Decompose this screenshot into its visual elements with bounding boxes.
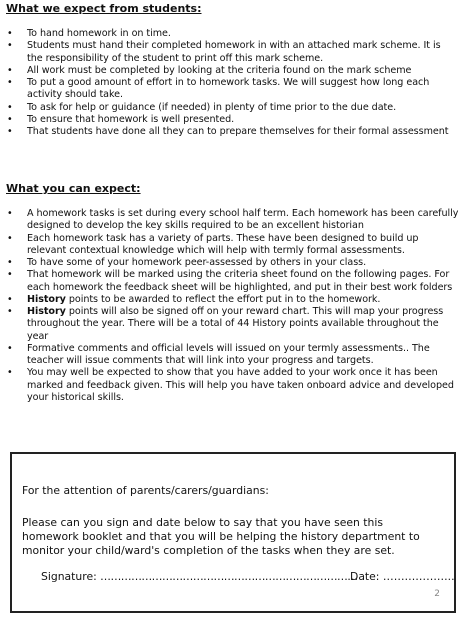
request-text: Please can you sign and date below to say that you have seen this homework booklet and that you will be helping the history department to monitor your child/ward's completion of the tasks when they are set. <box>22 516 420 557</box>
list-item-text: To put a good amount of effort in to homework tasks. We will suggest how long each activity should take. <box>27 77 430 101</box>
list-item-text: To ensure that homework is well presented. <box>27 113 235 125</box>
signature-dots: ………………………………………………………………… <box>100 570 358 583</box>
bullet-icon: • <box>7 126 13 137</box>
expect-heading: What you can expect: <box>6 182 141 195</box>
list-item <box>0 126 459 138</box>
bullet-icon: • <box>7 113 13 125</box>
list-item <box>0 233 459 258</box>
list-item-text: To have some of your homework peer-assessed by others in your class. <box>27 257 367 268</box>
students-expectations-list <box>0 28 459 138</box>
list-item-text: That homework will be marked using the criteria sheet found on the following pages. For each homework the feedback sheet will be highlighted, and put in their best work folders <box>27 269 453 293</box>
bullet-icon: • <box>7 269 13 281</box>
bullet-icon: • <box>7 101 13 113</box>
list-item <box>0 269 459 294</box>
list-item <box>0 102 459 114</box>
students-heading: What we expect from students: <box>6 2 202 15</box>
list-item <box>0 343 459 368</box>
bullet-icon: • <box>7 232 13 244</box>
bullet-icon: • <box>7 367 13 379</box>
list-item-text: Each homework task has a variety of parts. These have been designed to build up relevant contextual knowledge which will help with termly formal assessments. <box>27 232 419 256</box>
attention-text: For the attention of parents/carers/guardians: <box>22 484 269 497</box>
bullet-icon: • <box>7 40 13 52</box>
list-item-text: points will also be signed off on your reward chart. This will map your progress throughout the year. There will be a total of 44 History points available throughout the year <box>27 306 444 342</box>
list-item <box>0 40 459 65</box>
bullet-icon: • <box>7 64 13 76</box>
list-item-text: To ask for help or guidance (if needed) in plenty of time prior to the due date. <box>27 101 397 113</box>
page-number: 2 <box>434 589 440 599</box>
parents-signature-box <box>10 452 456 613</box>
bullet-icon: • <box>7 208 13 219</box>
bullet-icon: • <box>7 342 13 354</box>
list-item <box>0 77 459 102</box>
list-item <box>0 257 459 269</box>
list-item <box>0 65 459 77</box>
list-item <box>0 208 459 233</box>
list-item <box>0 367 459 404</box>
list-item-text: To hand homework in on time. <box>27 28 171 39</box>
bullet-icon: • <box>7 28 13 39</box>
list-item <box>0 294 459 306</box>
list-item-text: That students have done all they can to prepare themselves for their formal assessment <box>27 126 449 137</box>
bullet-icon: • <box>7 293 13 305</box>
list-item-text: You may well be expected to show that you have added to your work once it has been marked and feedback given. This will help you have taken onboard advice and developed your historical skills. <box>27 367 454 403</box>
list-item-text: Formative comments and official levels will issued on your termly assessments.. The teacher will issue comments that will link into your progress and targets. <box>27 342 430 366</box>
bullet-icon: • <box>7 306 13 317</box>
bullet-icon: • <box>7 257 13 268</box>
list-item <box>0 114 459 126</box>
list-item-text: A homework tasks is set during every school half term. Each homework has been carefully designed to develop the key skills required to be an excellent historian <box>27 208 459 232</box>
list-item-text: points to be awarded to reflect the effort put in to the homework. <box>65 293 381 305</box>
list-item-text: All work must be completed by looking at the criteria found on the mark scheme <box>27 64 412 76</box>
list-item-text: Students must hand their completed homework in with an attached mark scheme. It is the responsibility of the student to print off this mark scheme. <box>27 40 441 64</box>
list-item-bold-text: History <box>27 293 66 305</box>
list-item <box>0 28 459 40</box>
date-line[interactable] <box>350 570 455 583</box>
signature-line[interactable] <box>41 570 358 583</box>
you-can-expect-list <box>0 208 459 404</box>
bullet-icon: • <box>7 77 13 88</box>
date-label: Date: <box>350 570 380 583</box>
signature-label: Signature: <box>41 570 97 583</box>
list-item <box>0 306 459 343</box>
date-dots: ……………….. <box>382 570 455 583</box>
list-item-bold-text: History <box>27 306 66 317</box>
